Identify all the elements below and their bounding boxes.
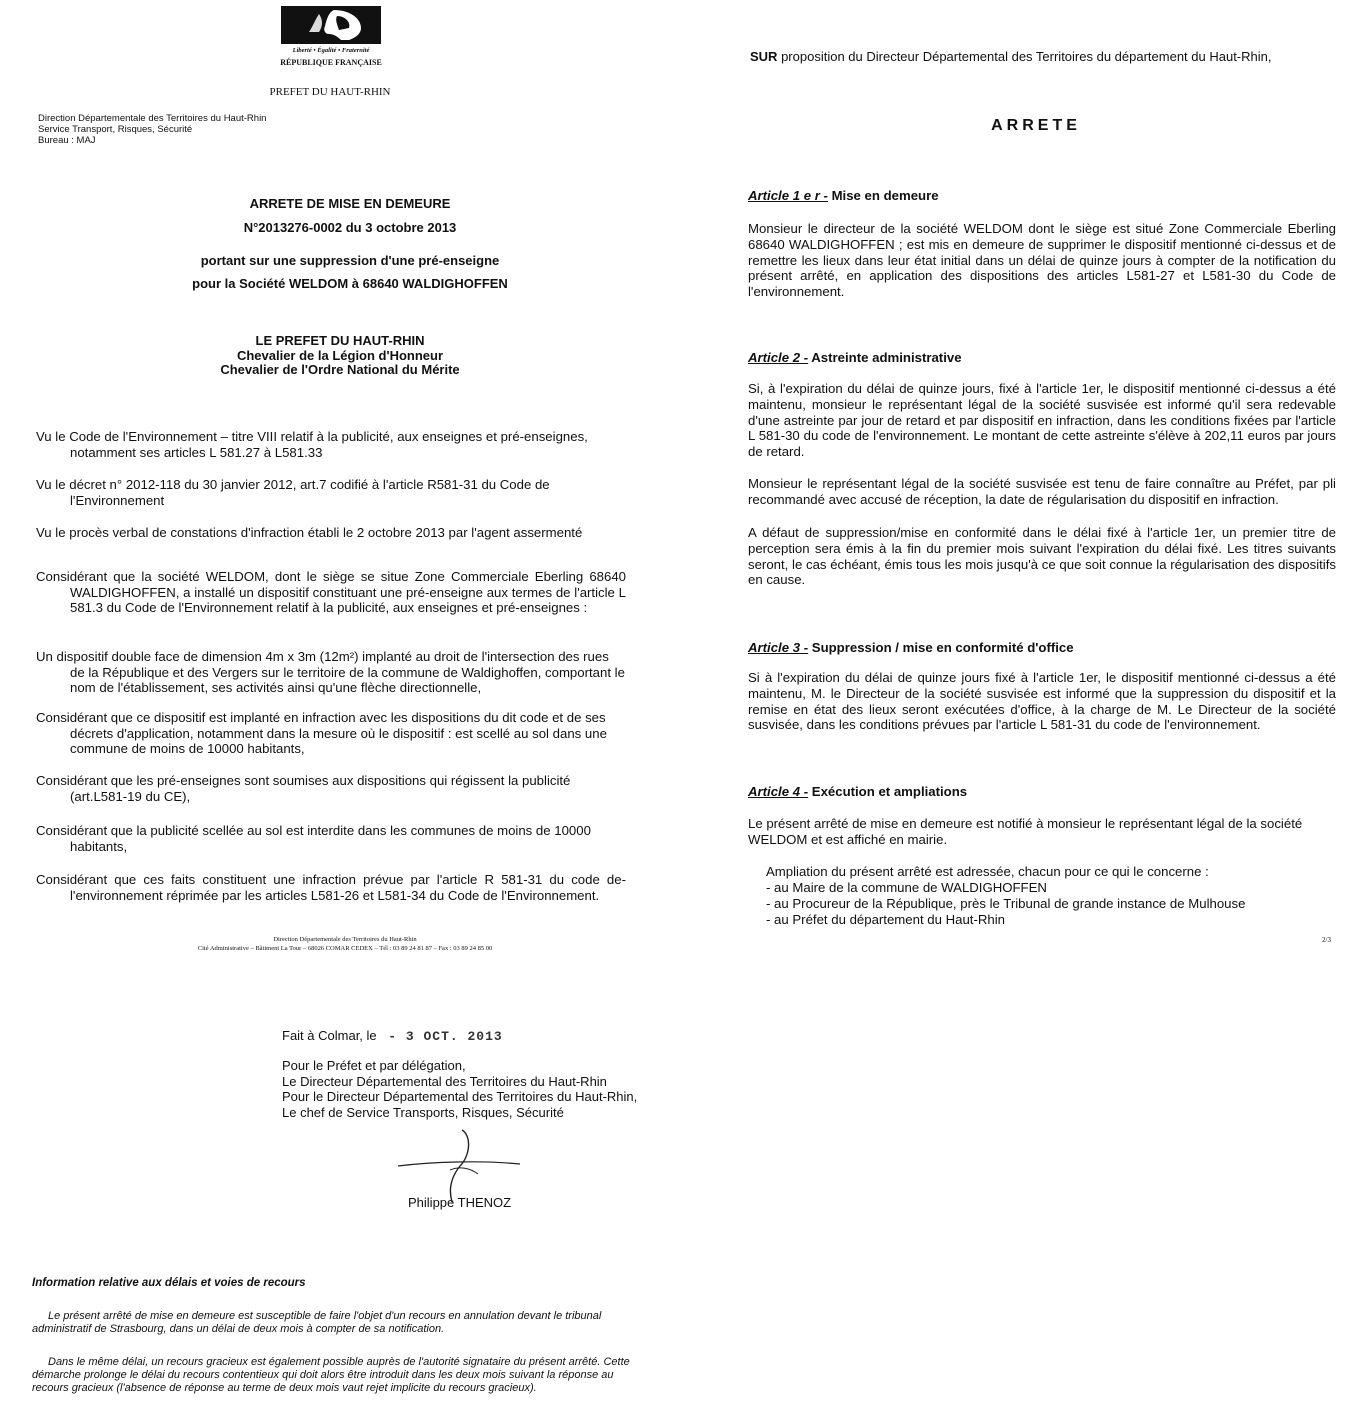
ampliation-item-procureur: - au Procureur de la République, près le Tribunal de grande instance de Mulhouse bbox=[766, 896, 1246, 911]
article-1-label: Article 1 e r - bbox=[748, 188, 828, 203]
article-2-heading bbox=[748, 350, 962, 365]
recours-heading: Information relative aux délais et voies de recours bbox=[32, 1277, 306, 1289]
article-3-paragraph: Si à l'expiration du délai de quinze jours fixé à l'article 1er, le dispositif mentionné ci-dessus a été maintenu, M. le Directeur de la société susvisée est informé que la suppression du dispositif et la remise en état des lieux seront exécutées d'office, à la charge de M. Le Directeur de la société susvisée, dans les conditions prévues par l'article L 581-31 du code de l'environnement. bbox=[748, 670, 1336, 733]
vu-proces-verbal: Vu le procès verbal de constations d'infraction établi le 2 octobre 2013 par l'agent assermenté bbox=[36, 525, 583, 540]
arrete-heading: ARRETE bbox=[991, 117, 1081, 134]
prefet-header: PREFET DU HAUT-RHIN bbox=[269, 86, 391, 98]
title-line-3: portant sur une suppression d'une pré-enseigne bbox=[200, 253, 500, 268]
ampliation-item-prefet: - au Préfet du département du Haut-Rhin bbox=[766, 912, 1005, 927]
title-line-2: N°2013276-0002 du 3 octobre 2013 bbox=[243, 220, 457, 235]
prefet-line-3: Chevalier de l'Ordre National du Mérite bbox=[220, 362, 460, 377]
article-2-label: Article 2 - bbox=[748, 350, 809, 365]
fait-label: Fait à Colmar, le bbox=[282, 1028, 377, 1043]
recours-paragraph-1: Le présent arrêté de mise en demeure est susceptible de faire l'objet d'un recours en annulation devant le tribunal administratif de Strasbourg, dans un délai de deux mois à compter de sa notification. bbox=[32, 1310, 602, 1335]
signatory-name: Philippe THENOZ bbox=[408, 1195, 512, 1210]
fait-line bbox=[282, 1028, 503, 1044]
footer-line-2: Cité Administrative – Bâtiment La Tour – 68026 COMAR CEDEX – Tél : 03 89 24 81 87 – Fax : 03 89 24 85 00 bbox=[197, 945, 493, 952]
considerant-weldom: Considérant que la société WELDOM, dont le siège se situe Zone Commerciale Eberling 68640 WALDIGHOFFEN, a installé un dispositif constituant une pré-enseigne aux termes de l'article L 581.3 du Code de l'Environnement relatif à la publicité, aux enseignes et pré-enseignes : bbox=[36, 569, 626, 615]
delegation-line-1: Pour le Préfet et par délégation, bbox=[282, 1058, 466, 1073]
considerant-faits: Considérant que ces faits constituent une infraction prévue par l'article R 581-31 du code de-l'environnement réprimée par les articles L581-26 et L581-34 du Code de l'Environnement. bbox=[36, 872, 626, 903]
page-number: 2/3 bbox=[1322, 936, 1331, 944]
document-title bbox=[130, 196, 570, 291]
delegation-line-2: Le Directeur Départemental des Territoires du Haut-Rhin bbox=[282, 1073, 607, 1089]
article-3-title: Suppression / mise en conformité d'office bbox=[808, 640, 1074, 655]
footer-address bbox=[80, 935, 610, 953]
direction-block bbox=[38, 113, 266, 146]
article-4-heading bbox=[748, 784, 967, 799]
article-4-paragraph: Le présent arrêté de mise en demeure est notifié à monsieur le représentant légal de la société WELDOM et est affiché en mairie. bbox=[748, 816, 1303, 847]
recours-paragraph-2: Dans le même délai, un recours gracieux est également possible auprès de l'autorité signataire du présent arrêté. Cette démarche prolonge le délai du recours contentieux qui doit alors être introduit dans les deux mois suivant la réponse au recours gracieux (l'absence de réponse au terme de deux mois vaut rejet implicite du recours gracieux). bbox=[32, 1356, 630, 1394]
article-2-paragraph-2: Monsieur le représentant légal de la société susvisée est tenu de faire connaître au Préfet, par pli recommandé avec accusé de réception, la date de régularisation du dispositif en infraction. bbox=[748, 476, 1336, 507]
article-3-heading bbox=[748, 640, 1074, 655]
prefet-block bbox=[140, 334, 540, 378]
service-line: Service Transport, Risques, Sécurité bbox=[38, 124, 193, 135]
date-stamp: - 3 OCT. 2013 bbox=[388, 1029, 503, 1044]
article-2-paragraph-1: Si, à l'expiration du délai de quinze jours, fixé à l'article 1er, le dispositif mentionné ci-dessus a été maintenu, monsieur le représentant légal de la société susvisée est informé qu'il sera redevable d'une astreinte par jour de retard et par dispositif en infraction, dans les conditions fixées par l'article L 581-30 du code de l'environnement. Le montant de cette astreinte s'élève à 202,11 euros par jours de retard. bbox=[748, 381, 1336, 460]
handwritten-signature bbox=[390, 1126, 530, 1206]
article-2-paragraph-3: A défaut de suppression/mise en conformité dans le délai fixé à l'article 1er, un premier titre de perception sera émis à la fin du premier mois suivant l'expiration du délai fixé. Les titres suivants seront, le cas échéant, émis tous les mois jusqu'à ce que soit connue la régularisation des dispositifs en cause. bbox=[748, 525, 1336, 588]
footer-line-1: Direction Départementale des Territoires du Haut-Rhin bbox=[273, 936, 417, 943]
right-page bbox=[686, 0, 1372, 1413]
considerant-infraction: Considérant que ce dispositif est implanté en infraction avec les dispositions du dit code et de ses décrets d'application, notamment dans la mesure où le dispositif : est scellé au sol dans une commune de moins de 10000 habitants, bbox=[36, 710, 607, 756]
ampliation-item-maire: - au Maire de la commune de WALDIGHOFFEN bbox=[766, 880, 1047, 895]
vu-decret: Vu le décret n° 2012-118 du 30 janvier 2012, art.7 codifié à l'article R581-31 du Code de l'Environnement bbox=[36, 477, 550, 508]
ampliation-intro: Ampliation du présent arrêté est adressée, chacun pour ce qui le concerne : bbox=[766, 864, 1209, 879]
republic-label: RÉPUBLIQUE FRANÇAISE bbox=[280, 58, 382, 67]
considerant-publicite: Considérant que la publicité scellée au sol est interdite dans les communes de moins de 10000 habitants, bbox=[36, 823, 591, 854]
direction-line: Direction Départementale des Territoires du Haut-Rhin bbox=[38, 113, 267, 124]
article-1-heading bbox=[748, 188, 939, 203]
bureau-line: Bureau : MAJ bbox=[38, 135, 96, 146]
delegation-line-3: Pour le Directeur Départemental des Territoires du Haut-Rhin, bbox=[282, 1089, 638, 1104]
prefet-line-1: LE PREFET DU HAUT-RHIN bbox=[255, 333, 425, 348]
article-1-paragraph: Monsieur le directeur de la société WELDOM dont le siège est situé Zone Commerciale Eberling 68640 WALDIGHOFFEN ; est mis en demeure de supprimer le dispositif mentionné ci-dessus et de remettre les lieux dans leur état initial dans un délai de quinze jours à compter de la notification du présent arrêté, en application des dispositions des articles L581-27 et L581-30 du Code de l'environnement. bbox=[748, 221, 1336, 300]
title-line-1: ARRETE DE MISE EN DEMEURE bbox=[249, 196, 451, 211]
article-4-title: Exécution et ampliations bbox=[808, 784, 968, 799]
dispositif-description: Un dispositif double face de dimension 4m x 3m (12m²) implanté au droit de l'intersection des rues de la République et des Vergers sur le territoire de la commune de Waldighoffen, comportant le nom de l'établissement, ses activités ainsi qu'une flèche directionnelle, bbox=[36, 649, 625, 695]
article-1-title: Mise en demeure bbox=[827, 188, 939, 203]
delegation-block bbox=[282, 1058, 637, 1120]
intro-rest: proposition du Directeur Départemental des Territoires du département du Haut-Rhin, bbox=[781, 49, 1272, 64]
intro-line: SUR proposition du Directeur Départemental des Territoires du département du Haut-Rhin, bbox=[750, 49, 1272, 64]
ampliation-block bbox=[766, 864, 1245, 928]
left-page bbox=[0, 0, 680, 1413]
delegation-line-4: Le chef de Service Transports, Risques, Sécurité bbox=[282, 1104, 564, 1120]
article-2-title: Astreinte administrative bbox=[808, 350, 962, 365]
considerant-pre-enseignes: Considérant que les pré-enseignes sont soumises aux dispositions qui régissent la publicité (art.L581-19 du CE), bbox=[36, 773, 571, 804]
article-4-label: Article 4 - bbox=[748, 784, 809, 799]
title-line-4: pour la Société WELDOM à 68640 WALDIGHOFFEN bbox=[192, 276, 508, 291]
vu-code: Vu le Code de l'Environnement – titre VIII relatif à la publicité, aux enseignes et pré-enseignes, notamment ses articles L 581.27 à L581.33 bbox=[36, 429, 588, 460]
marianne-logo bbox=[279, 4, 383, 74]
article-3-label: Article 3 - bbox=[748, 640, 809, 655]
prefet-line-2: Chevalier de la Légion d'Honneur bbox=[236, 347, 444, 363]
motto: Liberté • Égalité • Fraternité bbox=[292, 47, 370, 54]
